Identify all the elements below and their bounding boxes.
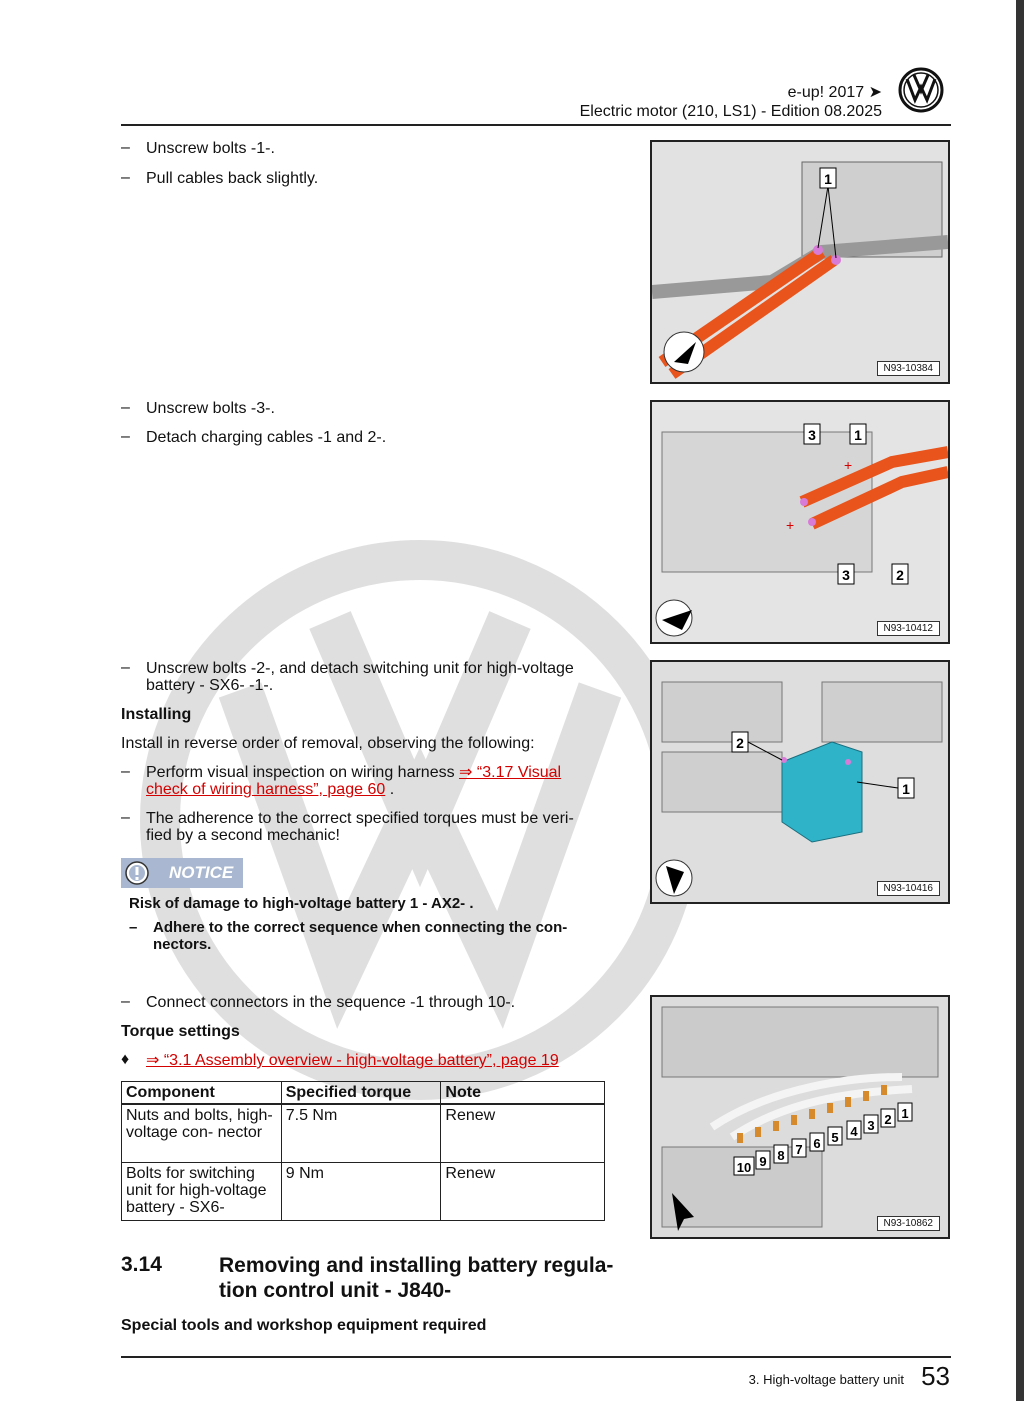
figure-label: 1 [901, 1106, 909, 1121]
figure-illustration [652, 997, 948, 1237]
header-edition: Electric motor (210, LS1) - Edition 08.2025 [579, 103, 882, 120]
page-number: 53 [921, 1361, 950, 1391]
table-cell: 7.5 Nm [281, 1104, 441, 1162]
figure-label: 7 [795, 1142, 803, 1157]
step-dash: – [121, 659, 130, 676]
step-connect-connectors: Connect connectors in the sequence -1 through 10-. [146, 994, 516, 1011]
torque-heading: Torque settings [121, 1023, 240, 1040]
installing-item2-line2: fied by a second mechanic! [146, 827, 340, 844]
installing-item1-prefix: Perform visual inspection on wiring harness [146, 764, 455, 781]
step-dash: – [121, 169, 130, 186]
step-dash: – [121, 763, 130, 780]
notice-dash: – [129, 919, 138, 936]
figure-label: 2 [884, 1112, 892, 1127]
step-dash: – [121, 428, 130, 445]
installing-heading: Installing [121, 706, 192, 723]
step-dash: – [121, 399, 130, 416]
figure-connector-sequence [650, 995, 950, 1239]
figure-label: 4 [850, 1124, 858, 1139]
table-cell: Bolts for switching unit for high-voltage battery - SX6- [122, 1162, 282, 1220]
exclamation-icon [125, 861, 149, 885]
figure-switching-unit [650, 660, 950, 904]
section-title-line1: Removing and installing battery regula- [219, 1254, 614, 1277]
figure-label: 5 [831, 1130, 839, 1145]
table-cell: 9 Nm [281, 1162, 441, 1220]
column-header: Note [441, 1082, 605, 1105]
footer-rule [121, 1356, 951, 1358]
figure-label: 6 [813, 1136, 821, 1151]
section-title-line2: tion control unit - J840- [219, 1279, 452, 1302]
figure-label: 1 [902, 781, 910, 797]
figure-label: 10 [736, 1160, 752, 1175]
vw-logo-icon [898, 67, 944, 113]
column-header: Specified torque [281, 1082, 441, 1105]
figure-illustration [652, 662, 948, 902]
installing-item1-line2 [146, 781, 394, 798]
section-title [219, 1253, 619, 1303]
notice-banner [121, 858, 243, 888]
installing-item2-line1: The adherence to the correct specified torques must be veri- [146, 810, 574, 827]
table-row [122, 1162, 605, 1220]
figure-code: N93-10416 [877, 881, 940, 896]
torque-table [121, 1081, 605, 1221]
table-cell: Renew [441, 1104, 605, 1162]
figure-label: 2 [896, 567, 904, 583]
header-rule [121, 124, 951, 126]
step-detach-switching-unit-line2: battery - SX6- -1-. [146, 677, 274, 694]
figure-charging-cables [650, 400, 950, 644]
notice-risk: Risk of damage to high-voltage battery 1 - AX2- . [129, 895, 474, 912]
step-dash: – [121, 809, 130, 826]
figure-illustration [652, 142, 948, 382]
figure-label: 1 [854, 427, 862, 443]
notice-action-line1: Adhere to the correct sequence when connecting the con- [153, 919, 568, 936]
svg-text:+: + [844, 457, 853, 473]
table-cell: Renew [441, 1162, 605, 1220]
assembly-overview-link[interactable]: ⇒ “3.1 Assembly overview - high-voltage battery”, page 19 [146, 1052, 559, 1069]
header-model: e-up! 2017 ➤ [787, 84, 882, 101]
column-header: Component [122, 1082, 282, 1105]
installing-intro: Install in reverse order of removal, observing the following: [121, 735, 535, 752]
figure-cable-bolts [650, 140, 950, 384]
figure-code: N93-10862 [877, 1216, 940, 1231]
notice-label: NOTICE [169, 863, 234, 882]
step-dash: – [121, 139, 130, 156]
figure-label: 3 [808, 427, 816, 443]
table-row [122, 1104, 605, 1162]
svg-text:+: + [786, 517, 795, 533]
notice-action-line2: nectors. [153, 936, 212, 953]
footer-chapter: 3. High-voltage battery unit [748, 1372, 904, 1387]
figure-label: 3 [867, 1118, 875, 1133]
step-pull-cables: Pull cables back slightly. [146, 170, 319, 187]
torque-bullet: ♦ [121, 1051, 130, 1068]
special-tools-heading: Special tools and workshop equipment required [121, 1317, 487, 1334]
figure-label: 9 [759, 1154, 767, 1169]
step-detach-charging-cables: Detach charging cables -1 and 2-. [146, 429, 387, 446]
step-unscrew-bolts-3: Unscrew bolts -3-. [146, 400, 275, 417]
installing-item1-suffix: . [389, 781, 395, 798]
step-dash: – [121, 993, 130, 1010]
step-unscrew-bolts-1: Unscrew bolts -1-. [146, 140, 275, 157]
figure-code: N93-10384 [877, 361, 940, 376]
figure-label: 3 [842, 567, 850, 583]
figure-label: 1 [824, 171, 832, 187]
section-number: 3.14 [121, 1253, 162, 1276]
figure-illustration [652, 402, 948, 642]
figure-label: 8 [777, 1148, 785, 1163]
figure-label: 2 [736, 735, 744, 751]
table-cell: Nuts and bolts, high-voltage con- nector [122, 1104, 282, 1162]
step-detach-switching-unit-line1: Unscrew bolts -2-, and detach switching unit for high-voltage [146, 660, 574, 677]
figure-code: N93-10412 [877, 621, 940, 636]
page-edge [1016, 0, 1024, 1401]
visual-check-link-cont[interactable]: check of wiring harness”, page 60 [146, 781, 386, 798]
visual-check-link[interactable]: ⇒ “3.17 Visual [459, 764, 562, 781]
installing-item1-line1 [146, 764, 561, 781]
table-header-row [122, 1082, 605, 1105]
